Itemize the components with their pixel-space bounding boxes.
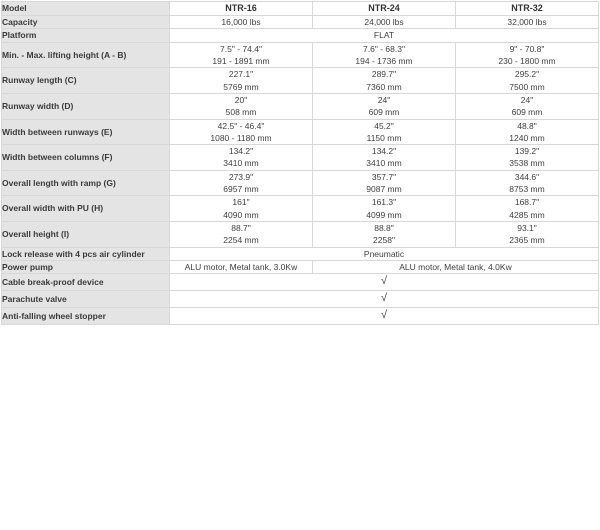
value-line: 4099 mm <box>366 209 402 220</box>
row-label: Power pump <box>2 260 170 273</box>
row-value-2 <box>313 16 456 29</box>
table-row <box>2 291 599 308</box>
row-value-3 <box>456 68 599 94</box>
row-value-3 <box>456 42 599 68</box>
value-line: FLAT <box>373 30 395 41</box>
value-line: 9087 mm <box>366 184 402 195</box>
row-value-3 <box>456 119 599 145</box>
value-line: ALU motor, Metal tank, 4.0Kw <box>399 261 512 272</box>
value-line: 1150 mm <box>366 132 402 143</box>
table-row <box>2 274 599 291</box>
value-line: 88.7" <box>231 223 251 234</box>
table-header-row <box>2 2 599 16</box>
value-line: 9" - 70.8" <box>509 43 545 54</box>
row-label: Overall width with PU (H) <box>2 196 170 222</box>
value-line: 32,000 lbs <box>507 17 547 28</box>
row-label: Width between columns (F) <box>2 145 170 171</box>
value-line: 161" <box>232 197 250 208</box>
value-line: 4090 mm <box>223 209 259 220</box>
row-label: Min. - Max. lifting height (A - B) <box>2 42 170 68</box>
header-label-cell: Model <box>2 2 170 16</box>
table-row <box>2 68 599 94</box>
header-model-1: NTR-16 <box>170 2 313 16</box>
value-line: 24" <box>377 94 391 105</box>
row-value-1 <box>170 93 313 119</box>
table-row <box>2 308 599 325</box>
value-line: 227.1" <box>228 69 254 80</box>
row-value-1 <box>170 260 313 273</box>
row-value-merged <box>170 29 599 42</box>
row-value-1 <box>170 196 313 222</box>
row-label: Cable break-proof device <box>2 274 170 291</box>
value-line: 20" <box>234 94 248 105</box>
value-line: 168.7" <box>514 197 540 208</box>
table-row <box>2 93 599 119</box>
value-line: 7.5" - 74.4" <box>220 43 262 54</box>
row-value-1 <box>170 145 313 171</box>
row-value-merged <box>170 247 599 260</box>
row-label: Runway length (C) <box>2 68 170 94</box>
value-line: 24,000 lbs <box>364 17 404 28</box>
value-line: 134.2" <box>371 146 397 157</box>
value-line: 3410 mm <box>366 158 402 169</box>
table-row <box>2 119 599 145</box>
value-line: 3538 mm <box>509 158 545 169</box>
value-line: 48.8" <box>517 120 537 131</box>
row-label: Anti-falling wheel stopper <box>2 308 170 325</box>
value-line: 2258" <box>373 235 395 246</box>
row-value-3 <box>456 145 599 171</box>
value-line: 344.6" <box>514 171 540 182</box>
table-row <box>2 222 599 248</box>
value-line: 289.7" <box>371 69 397 80</box>
value-line: Pneumatic <box>363 248 405 259</box>
row-value-2-3 <box>313 260 599 273</box>
value-line: √ <box>380 275 388 288</box>
value-line: 42.5" - 46.4" <box>217 120 265 131</box>
row-value-3 <box>456 222 599 248</box>
row-value-2 <box>313 170 456 196</box>
row-label: Overall height (I) <box>2 222 170 248</box>
value-line: 6957 mm <box>223 184 259 195</box>
table-row <box>2 170 599 196</box>
value-line: 1240 mm <box>509 132 545 143</box>
row-value-1 <box>170 16 313 29</box>
row-value-1 <box>170 119 313 145</box>
row-value-2 <box>313 196 456 222</box>
table-row <box>2 260 599 273</box>
value-line: 5769 mm <box>223 81 259 92</box>
specification-table <box>1 1 599 325</box>
row-value-merged <box>170 308 599 325</box>
table-body <box>2 2 599 325</box>
row-value-2 <box>313 145 456 171</box>
row-value-2 <box>313 222 456 248</box>
table-row <box>2 29 599 42</box>
value-line: 7360 mm <box>366 81 402 92</box>
row-value-2 <box>313 68 456 94</box>
value-line: 3410 mm <box>223 158 259 169</box>
value-line: 88.8" <box>374 223 394 234</box>
row-label: Capacity <box>2 16 170 29</box>
row-value-1 <box>170 170 313 196</box>
value-line: 2365 mm <box>509 235 545 246</box>
value-line: 2254 mm <box>223 235 259 246</box>
value-line: 609 mm <box>368 107 400 118</box>
row-value-1 <box>170 222 313 248</box>
table-row <box>2 42 599 68</box>
value-line: 8753 mm <box>509 184 545 195</box>
value-line: 357.7" <box>371 171 397 182</box>
table-row <box>2 145 599 171</box>
row-value-3 <box>456 16 599 29</box>
row-value-2 <box>313 42 456 68</box>
table-row <box>2 16 599 29</box>
value-line: 134.2" <box>228 146 254 157</box>
row-value-3 <box>456 196 599 222</box>
value-line: 24" <box>520 94 534 105</box>
row-label: Platform <box>2 29 170 42</box>
value-line: 7500 mm <box>509 81 545 92</box>
row-value-1 <box>170 42 313 68</box>
value-line: 4285 mm <box>509 209 545 220</box>
row-value-3 <box>456 170 599 196</box>
value-line: 194 - 1736 mm <box>355 55 413 66</box>
value-line: √ <box>380 309 388 322</box>
row-value-merged <box>170 291 599 308</box>
table-row <box>2 196 599 222</box>
value-line: 609 mm <box>511 107 543 118</box>
row-value-2 <box>313 119 456 145</box>
value-line: 16,000 lbs <box>221 17 261 28</box>
value-line: 161.3" <box>371 197 397 208</box>
value-line: 230 - 1800 mm <box>498 55 556 66</box>
value-line: √ <box>380 292 388 305</box>
row-value-2 <box>313 93 456 119</box>
value-line: 7.6" - 68.3" <box>363 43 405 54</box>
header-model-2: NTR-24 <box>313 2 456 16</box>
row-value-3 <box>456 93 599 119</box>
row-label: Lock release with 4 pcs air cylinder <box>2 247 170 260</box>
row-label: Overall length with ramp (G) <box>2 170 170 196</box>
value-line: 295.2" <box>514 69 540 80</box>
value-line: 273.9" <box>228 171 254 182</box>
value-line: 1080 - 1180 mm <box>210 132 272 143</box>
value-line: ALU motor, Metal tank, 3.0Kw <box>184 261 298 272</box>
row-label: Width between runways (E) <box>2 119 170 145</box>
row-label: Parachute valve <box>2 291 170 308</box>
row-label: Runway width (D) <box>2 93 170 119</box>
value-line: 508 mm <box>225 107 257 118</box>
value-line: 93.1" <box>517 223 537 234</box>
row-value-merged <box>170 274 599 291</box>
value-line: 45.2" <box>374 120 394 131</box>
value-line: 191 - 1891 mm <box>212 55 270 66</box>
header-model-3: NTR-32 <box>456 2 599 16</box>
row-value-1 <box>170 68 313 94</box>
table-row <box>2 247 599 260</box>
value-line: 139.2" <box>514 146 540 157</box>
